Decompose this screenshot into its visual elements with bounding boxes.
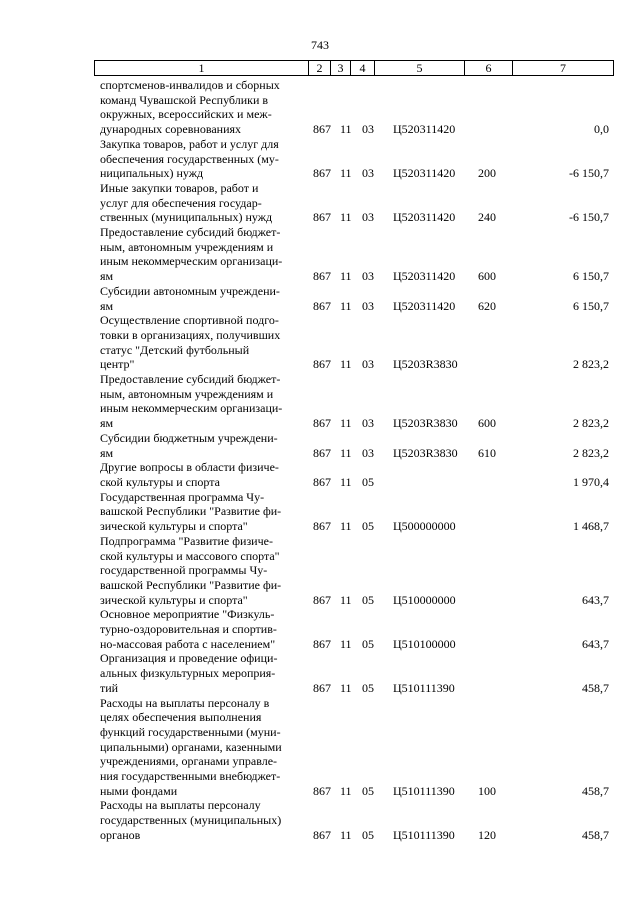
description-line: ям	[100, 269, 114, 284]
target-article-code: Ц510000000	[393, 592, 456, 607]
section-code: 11	[340, 636, 352, 651]
target-article-code: Ц510100000	[393, 636, 456, 651]
table-row	[0, 137, 640, 181]
target-article-code: Ц520311420	[393, 122, 456, 137]
target-article-code: Ц510111390	[393, 783, 455, 798]
description-line: зической культуры и спорта"	[100, 519, 248, 534]
description-line: ственных (муниципальных) нужд	[100, 210, 273, 225]
subsection-code: 03	[362, 416, 374, 431]
amount: 0,0	[594, 122, 609, 137]
description-line: окружных, всероссийских и меж-	[100, 107, 272, 122]
description-line: Государственная программа Чу-	[100, 489, 265, 504]
section-code: 11	[340, 416, 352, 431]
description-line: Подпрограмма "Развитие физиче-	[100, 533, 273, 548]
amount: 1 970,4	[573, 474, 609, 489]
description-line: Другие вопросы в области физиче-	[100, 460, 279, 475]
table-row	[0, 225, 640, 284]
description-line: но-массовая работа с населением"	[100, 636, 276, 651]
row-values	[0, 828, 640, 843]
table-row	[0, 534, 640, 608]
subsection-code: 03	[362, 122, 374, 137]
section-code: 11	[340, 122, 352, 137]
amount: 458,7	[582, 680, 609, 695]
target-article-code: Ц520311420	[393, 269, 456, 284]
row-values	[0, 593, 640, 608]
description-line: ям	[100, 298, 114, 313]
subsection-code: 05	[362, 827, 374, 842]
admin-code: 867	[313, 122, 331, 137]
expense-type-code: 100	[478, 783, 496, 798]
admin-code: 867	[313, 474, 331, 489]
admin-code: 867	[313, 519, 331, 534]
admin-code: 867	[313, 827, 331, 842]
admin-code: 867	[313, 357, 331, 372]
target-article-code: Ц500000000	[393, 519, 456, 534]
section-code: 11	[340, 445, 352, 460]
section-code: 11	[340, 298, 352, 313]
table-row	[0, 490, 640, 534]
description-line: ния государственными внебюджет-	[100, 769, 281, 784]
table-row	[0, 372, 640, 431]
expense-type-code: 600	[478, 269, 496, 284]
amount: 2 823,2	[573, 357, 609, 372]
subsection-code: 03	[362, 210, 374, 225]
header-col-1: 1	[95, 61, 309, 75]
description-line: ципальными) органами, казенными	[100, 739, 282, 754]
table-row	[0, 607, 640, 651]
subsection-code: 05	[362, 636, 374, 651]
page-number: 743	[311, 38, 329, 52]
header-col-5: 5	[375, 61, 465, 75]
table-body	[0, 78, 640, 843]
section-code: 11	[340, 519, 352, 534]
amount: 2 823,2	[573, 445, 609, 460]
description-line: дународных соревнованиях	[100, 122, 242, 137]
description-line: вашской Республики "Развитие фи-	[100, 577, 282, 592]
description-line: тий	[100, 680, 119, 695]
amount: -6 150,7	[569, 210, 609, 225]
admin-code: 867	[313, 166, 331, 181]
description-line: Организация и проведение офици-	[100, 651, 278, 666]
header-col-7: 7	[560, 61, 566, 75]
description-line: Иные закупки товаров, работ и	[100, 180, 259, 195]
description-line: целях обеспечения выполнения	[100, 710, 262, 725]
section-code: 11	[340, 357, 352, 372]
row-values	[0, 519, 640, 534]
section-code: 11	[340, 269, 352, 284]
description-line: Предоставление субсидий бюджет-	[100, 372, 281, 387]
subsection-code: 05	[362, 474, 374, 489]
admin-code: 867	[313, 269, 331, 284]
table-row	[0, 78, 640, 137]
table-row	[0, 798, 640, 842]
subsection-code: 05	[362, 783, 374, 798]
description-line: команд Чувашской Республики в	[100, 92, 269, 107]
amount: 643,7	[582, 636, 609, 651]
description-line: альных физкультурных мероприя-	[100, 666, 276, 681]
admin-code: 867	[313, 445, 331, 460]
description-line: товки в организациях, получивших	[100, 327, 281, 342]
section-code: 11	[340, 166, 352, 181]
row-values	[0, 357, 640, 372]
description-line: Основное мероприятие "Физкуль-	[100, 607, 275, 622]
row-values	[0, 784, 640, 799]
subsection-code: 03	[362, 166, 374, 181]
target-article-code: Ц520311420	[393, 298, 456, 313]
description-line: Расходы на выплаты персоналу в	[100, 695, 270, 710]
description-line: ным, автономным учреждениям и	[100, 386, 274, 401]
description-line: ской культуры и спорта	[100, 474, 220, 489]
subsection-code: 03	[362, 269, 374, 284]
target-article-code: Ц520311420	[393, 166, 456, 181]
subsection-code: 05	[362, 592, 374, 607]
expense-type-code: 600	[478, 416, 496, 431]
section-code: 11	[340, 210, 352, 225]
description-line: учреждениями, органами управле-	[100, 754, 278, 769]
row-values	[0, 299, 640, 314]
description-line: ям	[100, 445, 114, 460]
description-line: Предоставление субсидий бюджет-	[100, 225, 281, 240]
subsection-code: 05	[362, 680, 374, 695]
table-row	[0, 181, 640, 225]
description-line: ской культуры и массового спорта"	[100, 548, 280, 563]
header-col-3: 3	[331, 61, 351, 75]
row-values	[0, 416, 640, 431]
admin-code: 867	[313, 592, 331, 607]
target-article-code: Ц510111390	[393, 680, 455, 695]
expense-type-code: 120	[478, 827, 496, 842]
row-values	[0, 122, 640, 137]
admin-code: 867	[313, 416, 331, 431]
description-line: Расходы на выплаты персоналу	[100, 798, 261, 813]
header-col-6: 6	[465, 61, 513, 75]
table-row	[0, 284, 640, 313]
description-line: спортсменов-инвалидов и сборных	[100, 78, 280, 92]
table-header	[94, 60, 614, 76]
description-line: турно-оздоровительная и спортив-	[100, 622, 277, 637]
subsection-code: 03	[362, 298, 374, 313]
table-row	[0, 651, 640, 695]
row-values	[0, 637, 640, 652]
admin-code: 867	[313, 298, 331, 313]
section-code: 11	[340, 680, 352, 695]
target-article-code: Ц520311420	[393, 210, 456, 225]
description-line: органов	[100, 827, 141, 842]
description-line: иным некоммерческим организаци-	[100, 254, 283, 269]
amount: 6 150,7	[573, 269, 609, 284]
admin-code: 867	[313, 680, 331, 695]
description-line: центр"	[100, 357, 135, 372]
description-line: ям	[100, 416, 114, 431]
expense-type-code: 240	[478, 210, 496, 225]
row-values	[0, 681, 640, 696]
description-line: Закупка товаров, работ и услуг для	[100, 136, 279, 151]
description-line: статус "Детский футбольный	[100, 342, 250, 357]
subsection-code: 03	[362, 445, 374, 460]
section-code: 11	[340, 827, 352, 842]
description-line: иным некоммерческим организаци-	[100, 401, 283, 416]
table-row	[0, 460, 640, 489]
description-line: Осуществление спортивной подго-	[100, 313, 279, 328]
subsection-code: 03	[362, 357, 374, 372]
section-code: 11	[340, 783, 352, 798]
target-article-code: Ц5203R3830	[393, 357, 458, 372]
description-line: услуг для обеспечения государ-	[100, 195, 262, 210]
description-line: ным, автономным учреждениям и	[100, 239, 274, 254]
row-values	[0, 210, 640, 225]
expense-type-code: 200	[478, 166, 496, 181]
description-line: Субсидии автономным учреждени-	[100, 283, 280, 298]
table-row	[0, 431, 640, 460]
target-article-code: Ц5203R3830	[393, 445, 458, 460]
header-col-4: 4	[351, 61, 375, 75]
row-values	[0, 446, 640, 461]
admin-code: 867	[313, 636, 331, 651]
amount: 2 823,2	[573, 416, 609, 431]
description-line: вашской Республики "Развитие фи-	[100, 504, 282, 519]
expense-type-code: 610	[478, 445, 496, 460]
admin-code: 867	[313, 783, 331, 798]
amount: 6 150,7	[573, 298, 609, 313]
header-col-2: 2	[309, 61, 331, 75]
description-line: ными фондами	[100, 783, 178, 798]
description-line: ниципальных) нужд	[100, 166, 204, 181]
description-line: государственных (муниципальных)	[100, 813, 282, 828]
description-line: обеспечения государственных (му-	[100, 151, 279, 166]
row-values	[0, 166, 640, 181]
expense-type-code: 620	[478, 298, 496, 313]
row-values	[0, 475, 640, 490]
section-code: 11	[340, 592, 352, 607]
amount: 1 468,7	[573, 519, 609, 534]
admin-code: 867	[313, 210, 331, 225]
amount: -6 150,7	[569, 166, 609, 181]
table-row	[0, 313, 640, 372]
description-line: зической культуры и спорта"	[100, 592, 248, 607]
target-article-code: Ц5203R3830	[393, 416, 458, 431]
target-article-code: Ц510111390	[393, 827, 455, 842]
subsection-code: 05	[362, 519, 374, 534]
description-line: Субсидии бюджетным учреждени-	[100, 430, 278, 445]
description-line: функций государственными (муни-	[100, 724, 281, 739]
table-row	[0, 696, 640, 799]
section-code: 11	[340, 474, 352, 489]
row-values	[0, 269, 640, 284]
description-line: государственной программы Чу-	[100, 563, 268, 578]
amount: 458,7	[582, 827, 609, 842]
amount: 458,7	[582, 783, 609, 798]
amount: 643,7	[582, 592, 609, 607]
